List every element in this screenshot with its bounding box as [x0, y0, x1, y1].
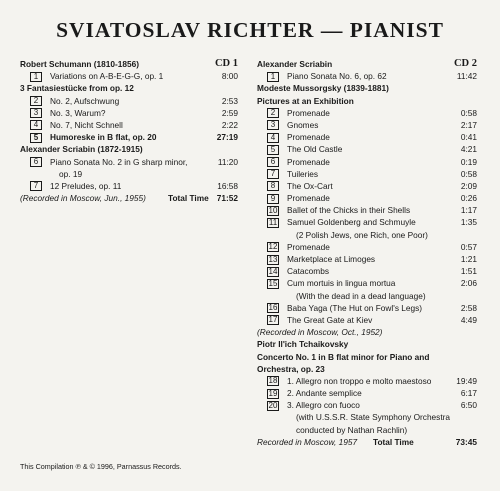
group-heading: 3 Fantasiestücke from op. 12: [20, 83, 134, 94]
track-row: [257, 192, 477, 204]
cd1-header-row: [20, 58, 238, 70]
track-number: 18: [268, 376, 278, 386]
track-title: No. 7, Nicht Schnell: [50, 119, 123, 130]
track-number: 1: [267, 72, 279, 82]
track-number: 10: [268, 205, 278, 215]
track-title: Piano Sonata No. 2 in G sharp minor,: [50, 156, 188, 167]
track-title: No. 3, Warum?: [50, 107, 106, 118]
recording-note: (Recorded in Moscow, Oct., 1952): [257, 327, 383, 338]
track-time: 16:58: [217, 180, 238, 191]
track-title: 1. Allegro non troppo e molto maestoso: [287, 375, 432, 386]
track-number: 15: [268, 278, 278, 288]
track-number: 1: [30, 72, 42, 82]
track-row: [257, 204, 477, 216]
track-row: [257, 107, 477, 119]
track-title: Promenade: [287, 156, 330, 167]
track-row: [257, 387, 477, 399]
track-number: 3: [30, 108, 42, 118]
track-row: [257, 265, 477, 277]
cd1-tracklist: [20, 58, 238, 205]
track-number: 6: [30, 157, 42, 167]
track-time: 11:42: [456, 71, 477, 82]
track-number: 3: [267, 120, 279, 130]
track-time: 2:58: [460, 302, 477, 313]
track-row: [257, 180, 477, 192]
track-title: Promenade: [287, 193, 330, 204]
track-continuation: [257, 424, 477, 436]
track-title: Promenade: [287, 107, 330, 118]
track-number: 17: [268, 315, 278, 325]
track-time: 0:58: [460, 168, 477, 179]
group-heading-row: [20, 82, 238, 94]
track-time: 11:20: [217, 156, 238, 167]
group-heading-row: [257, 363, 477, 375]
total-time: 73:45: [455, 436, 477, 447]
composer-row: [257, 82, 477, 94]
track-row: [257, 375, 477, 387]
track-title: Humoreske in B flat, op. 20: [50, 132, 157, 143]
track-row: [20, 156, 238, 168]
track-time: 0:19: [460, 156, 477, 167]
track-time: 2:59: [221, 107, 238, 118]
track-row: [20, 131, 238, 143]
cd2-header-row: [257, 58, 477, 70]
composer-heading: Alexander Scriabin: [257, 59, 333, 69]
total-time: 71:52: [216, 193, 238, 204]
track-number: 4: [267, 133, 279, 143]
track-title: Cum mortuis in lingua mortua: [287, 278, 396, 289]
track-title-continued: (2 Polish Jews, one Rich, one Poor): [296, 229, 428, 240]
track-time: 0:57: [460, 241, 477, 252]
track-title: 12 Preludes, op. 11: [50, 180, 122, 191]
track-title-continued: op. 19: [59, 168, 83, 179]
track-number: 7: [30, 181, 42, 191]
track-number: 16: [268, 303, 278, 313]
track-number: 4: [30, 120, 42, 130]
track-time: 2:22: [221, 119, 238, 130]
track-title: Marketplace at Limoges: [287, 254, 376, 264]
track-title-continued: (With the dead in a dead language): [296, 290, 426, 301]
track-number: 7: [267, 169, 279, 179]
cd2-tracklist: [257, 58, 477, 449]
track-row: [257, 70, 477, 82]
track-number: 20: [268, 400, 278, 410]
track-number: 2: [267, 108, 279, 118]
track-title: Piano Sonata No. 6, op. 62: [287, 71, 387, 82]
track-title: 3. Allegro con fuoco: [287, 400, 360, 411]
track-title: Ballet of the Chicks in their Shells: [287, 205, 411, 216]
track-row: [20, 95, 238, 107]
track-title: 2. Andante semplice: [287, 388, 362, 399]
track-time: 4:21: [460, 144, 477, 155]
track-title: Gnomes: [287, 119, 319, 130]
track-time: 2:06: [460, 278, 477, 289]
composer-heading: Modeste Mussorgsky (1839-1881): [257, 83, 389, 94]
track-number: 8: [267, 181, 279, 191]
track-row: [257, 168, 477, 180]
cd-label: CD 1: [214, 58, 238, 69]
track-title: Baba Yaga (The Hut on Fowl's Legs): [287, 302, 423, 313]
track-row: [257, 277, 477, 289]
track-title: The Great Gate at Kiev: [287, 314, 373, 325]
group-heading: Concerto No. 1 in B flat minor for Piano and: [257, 351, 430, 362]
group-heading-row: [257, 95, 477, 107]
track-row: [20, 180, 238, 192]
track-continuation: [257, 290, 477, 302]
track-continuation: [257, 411, 477, 423]
track-title-continued: conducted by Nathan Rachlin): [296, 424, 408, 435]
cd-label: CD 2: [453, 58, 477, 69]
track-title: Promenade: [287, 241, 330, 252]
group-heading-continued: Orchestra, op. 23: [257, 363, 325, 374]
track-time: 4:49: [460, 314, 477, 325]
track-time: 0:26: [460, 193, 477, 204]
track-title: Variations on A-B-E-G-G, op. 1: [50, 71, 164, 82]
track-time: 2:17: [460, 119, 477, 130]
track-time: 6:50: [460, 400, 477, 411]
track-continuation: [257, 229, 477, 241]
track-time: 1:21: [460, 254, 477, 264]
track-row: [257, 131, 477, 143]
track-title: Tuileries: [287, 168, 319, 179]
recording-note: Recorded in Moscow, 1957: [257, 436, 358, 447]
recording-info-row: [20, 192, 238, 205]
track-time: 27:19: [216, 132, 238, 143]
track-time: 8:00: [221, 71, 238, 82]
composer-row: [20, 143, 238, 155]
track-row: [20, 119, 238, 131]
track-time: 1:17: [460, 205, 477, 216]
track-number: 5: [267, 145, 279, 155]
composer-row: [257, 338, 477, 350]
track-title: The Old Castle: [287, 144, 343, 155]
recording-note: (Recorded in Moscow, Jun., 1955): [20, 193, 146, 204]
track-continuation: [20, 168, 238, 180]
track-row: [257, 253, 477, 265]
track-row: [257, 314, 477, 326]
composer-heading: Robert Schumann (1810-1856): [20, 59, 139, 69]
recording-info-row: [257, 326, 477, 338]
track-title: No. 2, Aufschwung: [50, 95, 120, 106]
track-time: 2:53: [221, 95, 238, 106]
track-number: 5: [30, 133, 42, 143]
track-title: Catacombs: [287, 266, 329, 277]
track-title: Promenade: [287, 132, 330, 143]
group-heading-row: [257, 351, 477, 363]
track-time: 6:17: [460, 388, 477, 399]
track-title: The Ox-Cart: [287, 180, 333, 191]
track-row: [257, 216, 477, 228]
track-number: 6: [267, 157, 279, 167]
track-number: 9: [267, 194, 279, 204]
track-number: 14: [268, 266, 278, 276]
track-time: 1:35: [460, 217, 477, 228]
track-row: [257, 119, 477, 131]
composer-heading: Alexander Scriabin (1872-1915): [20, 144, 143, 155]
track-row: [257, 156, 477, 168]
track-number: 19: [268, 388, 278, 398]
track-row: [20, 70, 238, 82]
recording-info-row: [257, 436, 477, 449]
track-time: 1:51: [460, 266, 477, 277]
track-number: 12: [268, 242, 278, 252]
track-number: 2: [30, 96, 42, 106]
group-heading: Pictures at an Exhibition: [257, 95, 354, 106]
total-time-label: Total Time: [373, 436, 414, 447]
track-title-continued: (with U.S.S.R. State Symphony Orchestra: [296, 412, 451, 423]
track-time: 0:58: [460, 107, 477, 118]
page-title: SVIATOSLAV RICHTER — PIANIST: [56, 18, 444, 42]
track-row: [257, 302, 477, 314]
copyright-notice: This Compilation ℗ & © 1996, Parnassus Records.: [20, 462, 182, 471]
track-row: [20, 107, 238, 119]
track-row: [257, 143, 477, 155]
track-time: 2:09: [460, 180, 477, 191]
track-number: 13: [268, 254, 278, 264]
total-time-label: Total Time: [168, 193, 209, 204]
track-title: Samuel Goldenberg and Schmuyle: [287, 217, 416, 228]
track-time: 0:41: [460, 132, 477, 143]
track-row: [257, 241, 477, 253]
track-row: [257, 399, 477, 411]
composer-heading: Piotr Il'ich Tchaikovsky: [257, 339, 349, 350]
track-time: 19:49: [456, 375, 477, 386]
track-number: 11: [268, 217, 278, 227]
